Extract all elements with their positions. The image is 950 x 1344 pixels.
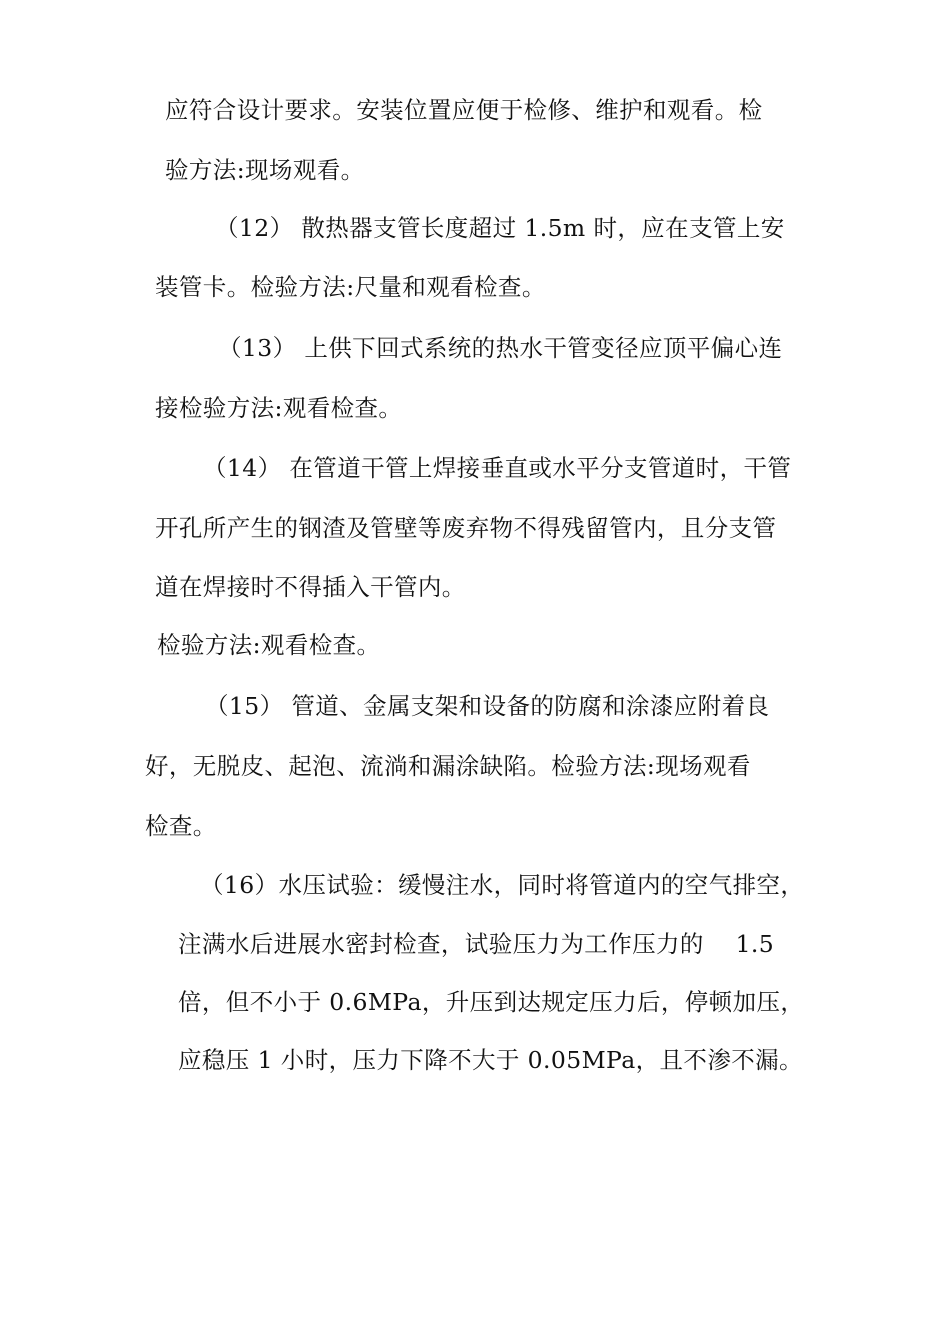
text-line: 验方法:现场观看。 [165,156,365,184]
text-line: 开孔所产生的钢渣及管壁等废弃物不得残留管内，且分支管 [155,514,777,542]
text-line: 检验方法:观看检查。 [157,631,381,659]
text-line: 应符合设计要求。安装位置应便于检修、维护和观看。检 [165,96,763,124]
text-line: 应稳压 1 小时，压力下降不大于 0.05MPa，且不渗不漏。 [178,1046,803,1074]
text-line: 倍，但不小于 0.6MPa，升压到达规定压力后，停顿加压， [178,988,805,1016]
text-line: （15） 管道、金属支架和设备的防腐和涂漆应附着良 [205,692,770,720]
text-line: 道在焊接时不得插入干管内。 [155,573,466,601]
text-line: 接检验方法:观看检查。 [155,394,403,422]
text-line: 好，无脱皮、起泡、流淌和漏涂缺陷。检验方法:现场观看 [145,752,751,780]
text-line: （13） 上供下回式系统的热水干管变径应顶平偏心连 [218,334,783,362]
text-line: 装管卡。检验方法:尺量和观看检查。 [155,273,546,301]
text-line: （14） 在管道干管上焊接垂直或水平分支管道时，干管 [203,454,792,482]
text-line: （12） 散热器支管长度超过 1.5m 时，应在支管上安 [215,214,785,242]
text-line: （16）水压试验：缓慢注水，同时将管道内的空气排空， [200,871,805,899]
text-line: 注满水后进展水密封检查，试验压力为工作压力的 1.5 [178,930,775,958]
text-line: 检查。 [145,812,217,840]
